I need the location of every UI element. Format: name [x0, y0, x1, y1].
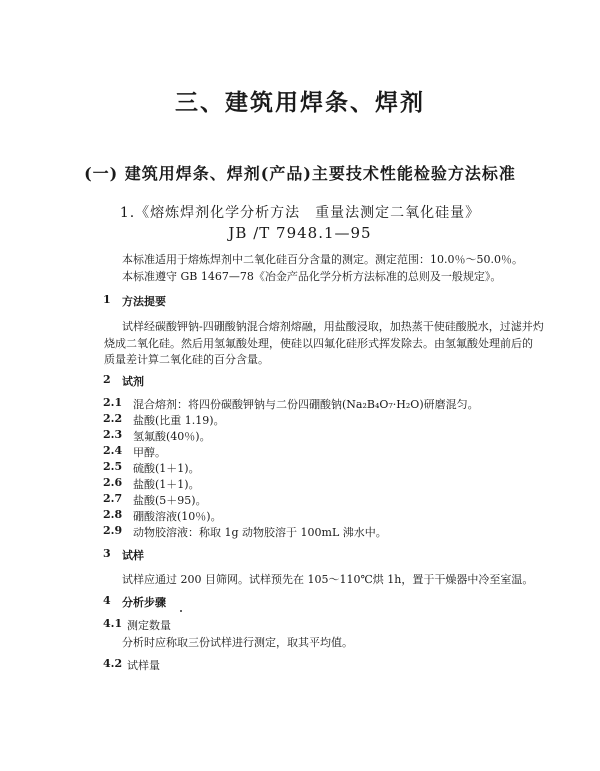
section-1-line: 烧成二氧化硅。然后用氢氟酸处理，使硅以四氟化硅形式挥发除去。由氢氟酸处理前后的: [104, 337, 533, 350]
section-4-number: 4: [103, 594, 111, 607]
reagent-text: 盐酸(1＋1)。: [133, 478, 200, 491]
intro-line-2: 本标准遵守 GB 1467—78《冶金产品化学分析方法标准的总则及一般规定》。: [122, 270, 502, 283]
section-1-line: 质量差计算二氧化硅的百分含量。: [104, 353, 269, 366]
reagent-text: 硼酸溶液(10％)。: [133, 510, 222, 523]
reagent-number: 2.7: [103, 492, 123, 505]
reagent-text: 氢氟酸(40％)。: [133, 430, 211, 443]
reagent-number: 2.2: [103, 412, 123, 425]
chapter-title: 三、建筑用焊条、焊剂: [175, 89, 425, 116]
section-2-heading: 试剂: [122, 375, 144, 388]
reagent-text: 甲醇。: [133, 446, 166, 459]
reagent-number: 2.4: [103, 444, 123, 457]
subsection-heading: 试样量: [127, 659, 160, 672]
section-4-heading: 分析步骤: [122, 596, 166, 609]
reagent-text: 动物胶溶液：称取 1g 动物胶溶于 100mL 沸水中。: [133, 526, 387, 539]
subsection-heading: 测定数量: [127, 619, 171, 632]
reagent-text: 盐酸(比重 1.19)。: [133, 414, 225, 427]
subsection-number: 4.1: [103, 617, 123, 630]
standard-title: 1.《熔炼焊剂化学分析方法 重量法测定二氧化硅量》: [119, 205, 481, 221]
reagent-number: 2.5: [103, 460, 123, 473]
standard-code: JB /T 7948.1—95: [228, 224, 372, 242]
reagent-number: 2.9: [103, 524, 123, 537]
reagent-text: 混合熔剂：将四份碳酸钾钠与二份四硼酸钠(Na₂B₄O₇·H₂O)研磨混匀。: [133, 398, 479, 411]
intro-line-1: 本标准适用于熔炼焊剂中二氧化硅百分含量的测定。测定范围：10.0％～50.0％。: [122, 253, 523, 266]
subsection-number: 4.2: [103, 657, 123, 670]
section-1-number: 1: [103, 293, 111, 306]
reagent-number: 2.8: [103, 508, 123, 521]
ink-speck: [180, 610, 182, 612]
reagent-text: 盐酸(5＋95)。: [133, 494, 207, 507]
section-title: (一) 建筑用焊条、焊剂(产品)主要技术性能检验方法标准: [84, 164, 516, 183]
section-1-heading: 方法提要: [122, 295, 166, 308]
reagent-number: 2.6: [103, 476, 123, 489]
section-2-number: 2: [103, 373, 111, 386]
reagent-text: 硫酸(1＋1)。: [133, 462, 200, 475]
section-3-text: 试样应通过 200 目筛网。试样预先在 105～110℃烘 1h，置于干燥器中冷至室温。: [122, 573, 534, 586]
reagent-number: 2.3: [103, 428, 123, 441]
section-1-line: 试样经碳酸钾钠-四硼酸钠混合熔剂熔融，用盐酸浸取，加热蒸干使硅酸脱水，过滤并灼: [122, 320, 544, 333]
section-3-heading: 试样: [122, 549, 144, 562]
section-3-number: 3: [103, 547, 111, 560]
reagent-number: 2.1: [103, 396, 123, 409]
subsection-text: 分析时应称取三份试样进行测定，取其平均值。: [122, 636, 353, 649]
